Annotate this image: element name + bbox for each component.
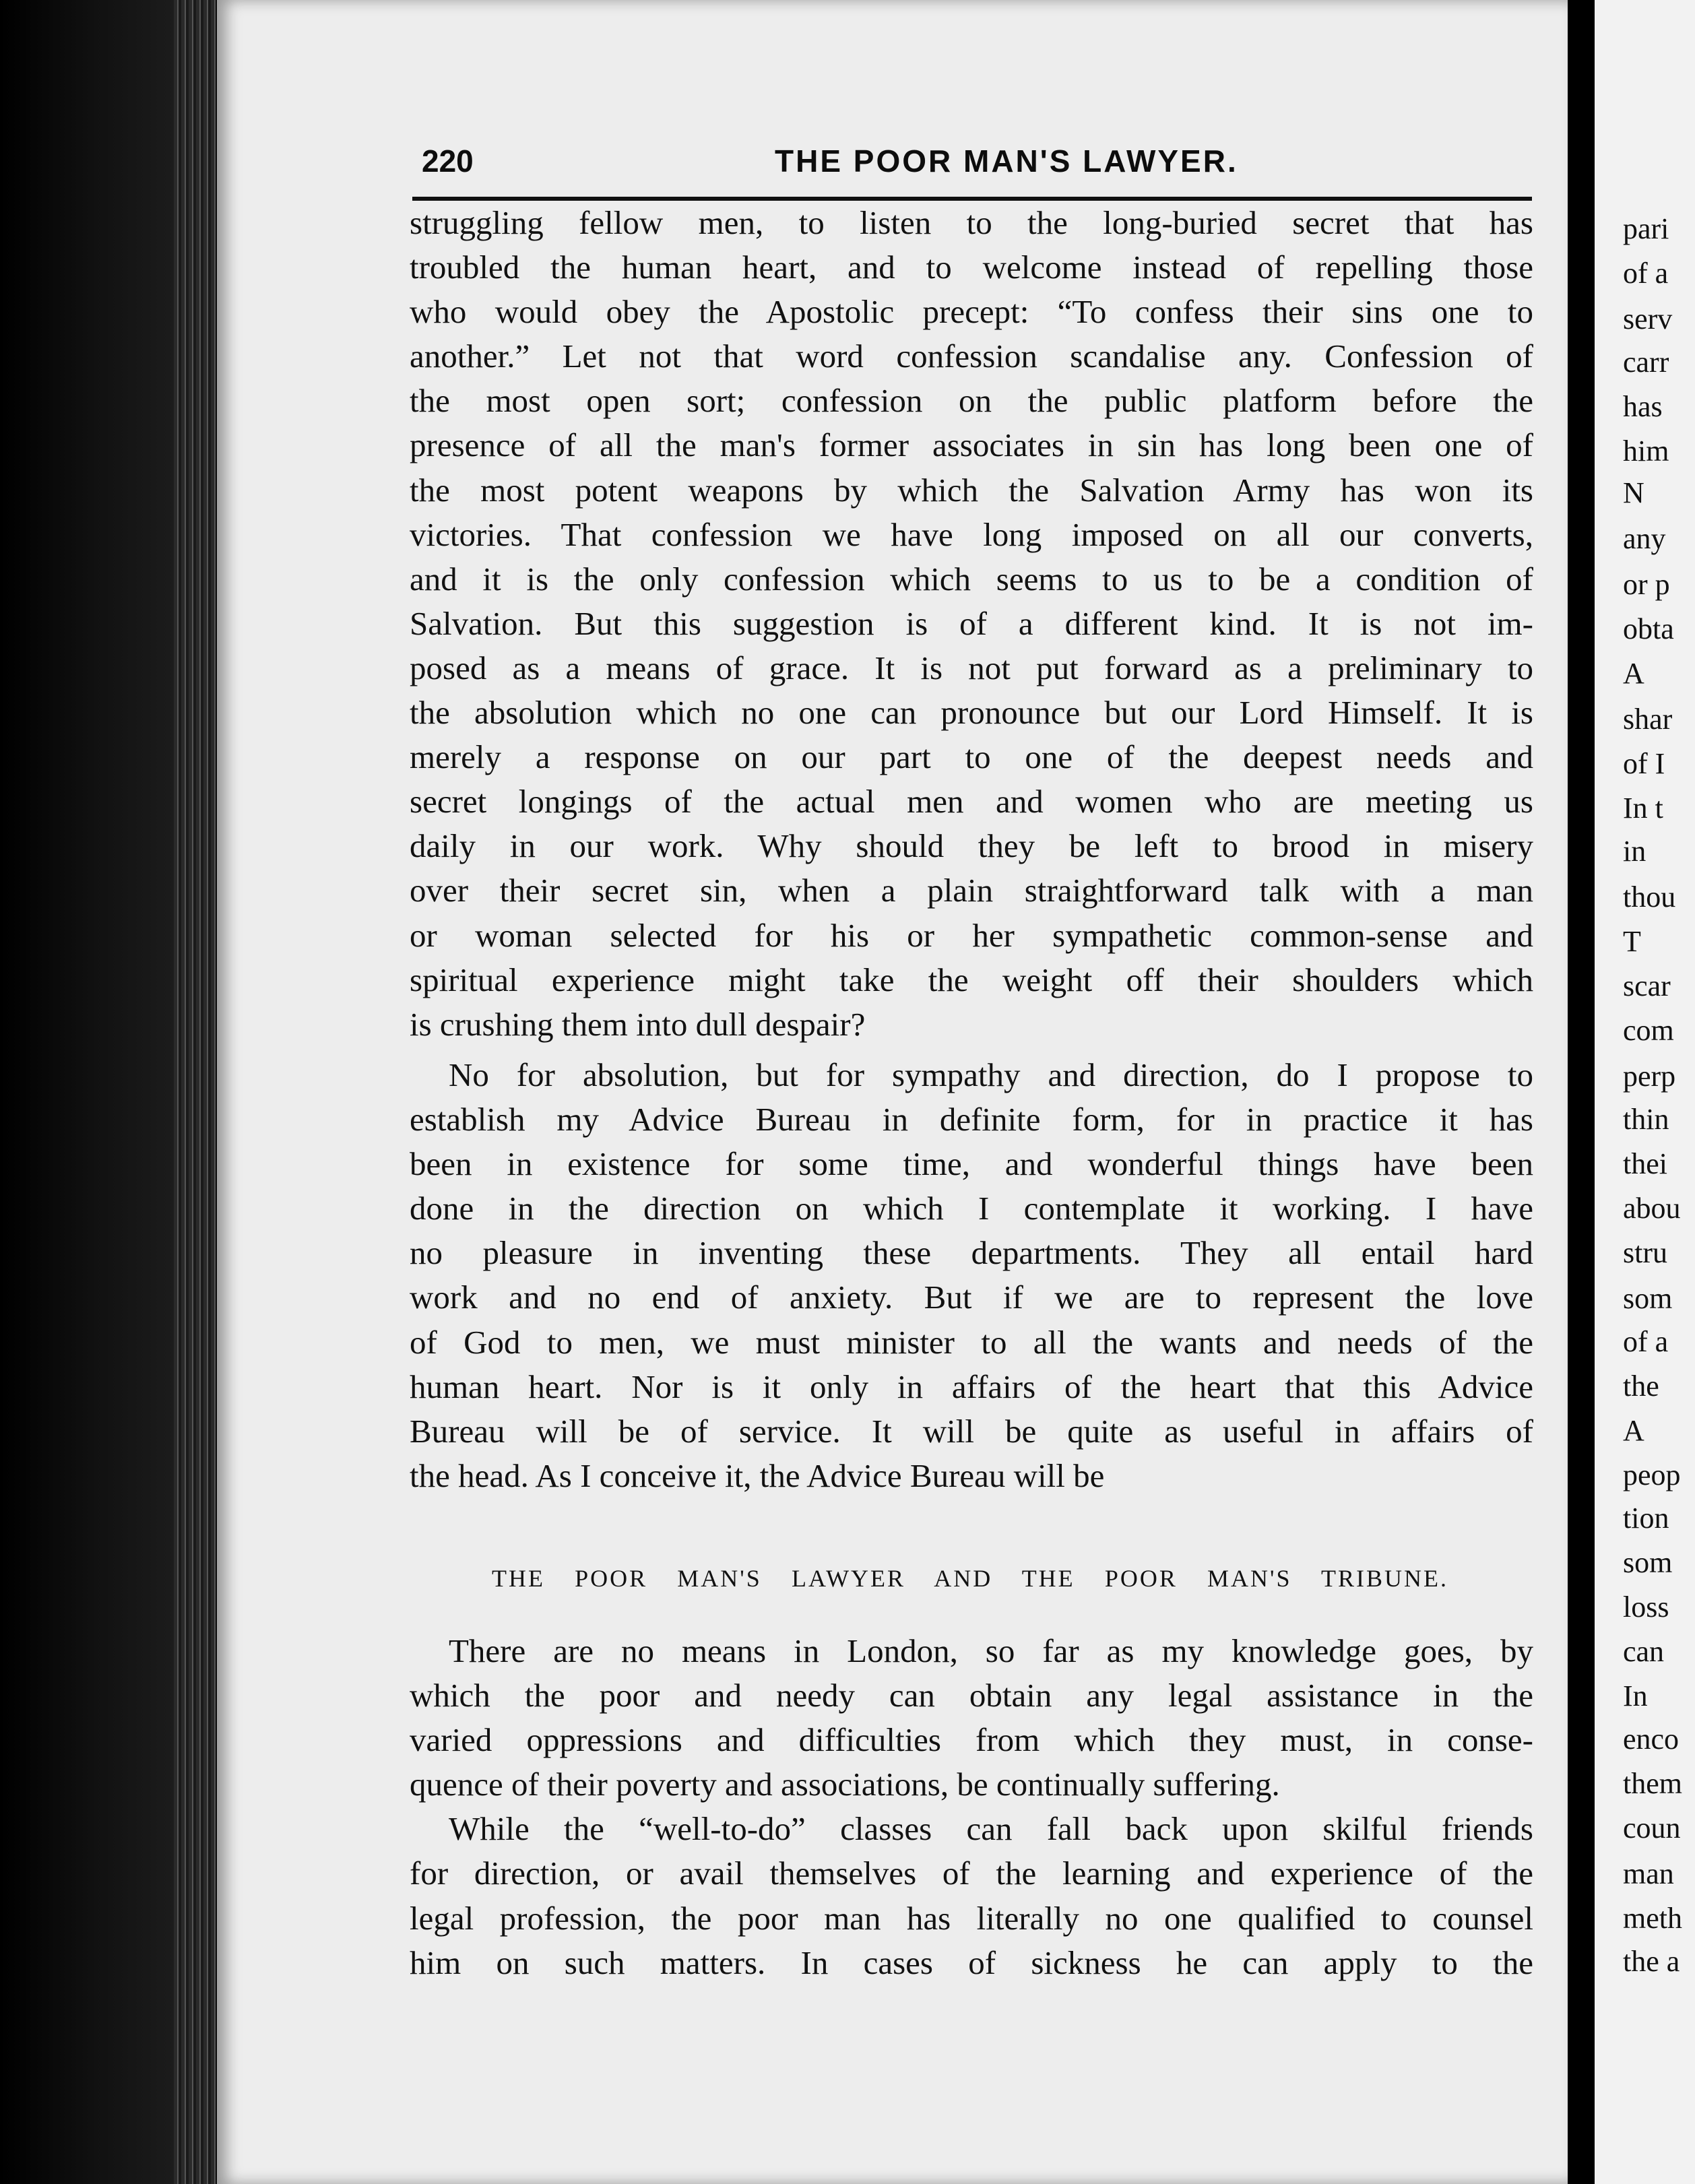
text-line: merely a response on our part to one of the deepest needs and: [410, 738, 1533, 776]
adjacent-page-fragment: perp: [1623, 1060, 1676, 1093]
text-line: work and no end of anxiety. But if we are to represent the love: [410, 1279, 1533, 1316]
adjacent-page: [1595, 0, 1695, 2184]
text-line: been in existence for some time, and wonderful things have been: [410, 1145, 1533, 1183]
adjacent-page-fragment: of I: [1623, 747, 1665, 780]
text-line: Bureau will be of service. It will be quite as useful in affairs of: [410, 1412, 1533, 1450]
text-line: of God to men, we must minister to all the wants and needs of the: [410, 1323, 1533, 1361]
adjacent-page-fragment: com: [1623, 1014, 1674, 1047]
adjacent-page-fragment: N: [1623, 476, 1644, 509]
text-line: over their secret sin, when a plain straightforward talk with a man: [410, 872, 1533, 909]
text-line: victories. That confession we have long imposed on all our converts,: [410, 515, 1533, 553]
text-line: and it is the only confession which seems to us to be a condition of: [410, 560, 1533, 598]
adjacent-page-fragment: In t: [1623, 792, 1663, 825]
adjacent-page-fragment: him: [1623, 435, 1669, 468]
text-line: daily in our work. Why should they be left to brood in misery: [410, 827, 1533, 865]
adjacent-page-fragment: A: [1623, 1414, 1644, 1447]
running-header: [412, 140, 1531, 181]
text-line: for direction, or avail themselves of the learning and experience of the: [410, 1855, 1533, 1892]
text-line: troubled the human heart, and to welcome instead of repelling those: [410, 249, 1533, 286]
text-line: varied oppressions and difficulties from which they must, in conse-: [410, 1721, 1533, 1759]
text-line: quence of their poverty and associations, be continually suffering.: [410, 1766, 1280, 1803]
paragraph-2: [410, 1053, 1533, 1498]
adjacent-page-fragment: scar: [1623, 969, 1671, 1002]
adjacent-page-fragment: thin: [1623, 1103, 1669, 1136]
adjacent-page-fragment: has: [1623, 390, 1663, 423]
adjacent-page-fragment: obta: [1623, 612, 1674, 645]
adjacent-page-fragment: stru: [1623, 1236, 1667, 1269]
text-line: There are no means in London, so far as my knowledge goes, by: [449, 1632, 1533, 1669]
text-line: him on such matters. In cases of sickness he can apply to the: [410, 1944, 1533, 1981]
page-edges: [174, 0, 216, 2184]
adjacent-page-fragment: loss: [1623, 1591, 1669, 1624]
page-gutter: [1568, 0, 1595, 2184]
text-line: struggling fellow men, to listen to the long-buried secret that has: [410, 204, 1533, 241]
adjacent-page-fragment: peop: [1623, 1458, 1681, 1491]
adjacent-page-fragment: pari: [1623, 212, 1669, 245]
adjacent-page-fragment: thei: [1623, 1147, 1667, 1180]
text-line: spiritual experience might take the weight off their shoulders which: [410, 961, 1533, 998]
text-line: Salvation. But this suggestion is of a different kind. It is not im-: [410, 604, 1533, 642]
adjacent-page-fragment: the a: [1623, 1945, 1680, 1978]
adjacent-page-fragment: or p: [1623, 568, 1670, 601]
text-line: the most open sort; confession on the public platform before the: [410, 382, 1533, 420]
adjacent-page-fragment: meth: [1623, 1902, 1682, 1935]
text-line: is crushing them into dull despair?: [410, 1005, 866, 1043]
text-line: which the poor and needy can obtain any legal assistance in the: [410, 1677, 1533, 1714]
text-line: presence of all the man's former associates in sin has long been one of: [410, 426, 1533, 464]
adjacent-page-fragment: som: [1623, 1546, 1673, 1579]
text-line: another.” Let not that word confession scandalise any. Confession of: [410, 338, 1533, 375]
adjacent-page-fragment: the: [1623, 1370, 1659, 1403]
adjacent-page-fragment: thou: [1623, 880, 1676, 913]
running-title: THE POOR MAN'S LAWYER.: [775, 143, 1238, 179]
text-line: human heart. Nor is it only in affairs of the heart that this Advice: [410, 1368, 1533, 1405]
adjacent-page-fragment: enco: [1623, 1723, 1680, 1756]
adjacent-page-fragment: tion: [1623, 1502, 1669, 1535]
adjacent-page-fragment: them: [1623, 1767, 1682, 1800]
adjacent-page-fragment: carr: [1623, 346, 1669, 379]
text-line: posed as a means of grace. It is not put forward as a preliminary to: [410, 649, 1533, 686]
page-number: 220: [422, 143, 474, 179]
adjacent-page-fragment: any: [1623, 522, 1666, 555]
adjacent-page-fragment: abou: [1623, 1192, 1681, 1225]
text-line: the most potent weapons by which the Salvation Army has won its: [410, 471, 1533, 509]
paragraph-3: [410, 1629, 1533, 1985]
adjacent-page-fragment: A: [1623, 657, 1644, 690]
adjacent-page-fragment: serv: [1623, 302, 1673, 335]
text-line: No for absolution, but for sympathy and direction, do I propose to: [449, 1056, 1533, 1093]
adjacent-page-fragment: coun: [1623, 1811, 1681, 1844]
adjacent-page-fragment: in: [1623, 835, 1646, 868]
adjacent-page-fragment: shar: [1623, 703, 1673, 736]
adjacent-page-fragment: of a: [1623, 1325, 1669, 1358]
text-line: legal profession, the poor man has literally no one qualified to counsel: [410, 1899, 1533, 1937]
text-line: done in the direction on which I contemplate it working. I have: [410, 1190, 1533, 1227]
text-line: the absolution which no one can pronounce but our Lord Himself. It is: [410, 694, 1533, 732]
adjacent-page-fragment: man: [1623, 1857, 1674, 1890]
text-line: establish my Advice Bureau in definite form, for in practice it has: [410, 1101, 1533, 1138]
paragraph-1: [410, 201, 1533, 1047]
text-line: the head. As I conceive it, the Advice Bureau will be: [410, 1456, 1105, 1494]
text-line: While the “well-to-do” classes can fall back upon skilful friends: [449, 1810, 1533, 1848]
adjacent-page-fragment: som: [1623, 1282, 1673, 1315]
text-line: no pleasure in inventing these departments. They all entail hard: [410, 1234, 1533, 1272]
adjacent-page-fragment: of a: [1623, 257, 1669, 290]
adjacent-page-fragment: can: [1623, 1635, 1665, 1668]
text-line: secret longings of the actual men and women who are meeting us: [410, 783, 1533, 821]
section-heading: THE POOR MAN'S LAWYER AND THE POOR MAN'S TRIBUNE.: [492, 1565, 1448, 1592]
text-line: or woman selected for his or her sympathetic common-sense and: [410, 916, 1533, 954]
adjacent-page-fragment: T: [1623, 925, 1641, 958]
adjacent-page-fragment: In: [1623, 1679, 1648, 1712]
text-line: who would obey the Apostolic precept: “To confess their sins one to: [410, 293, 1533, 331]
book-binding: [0, 0, 175, 2184]
